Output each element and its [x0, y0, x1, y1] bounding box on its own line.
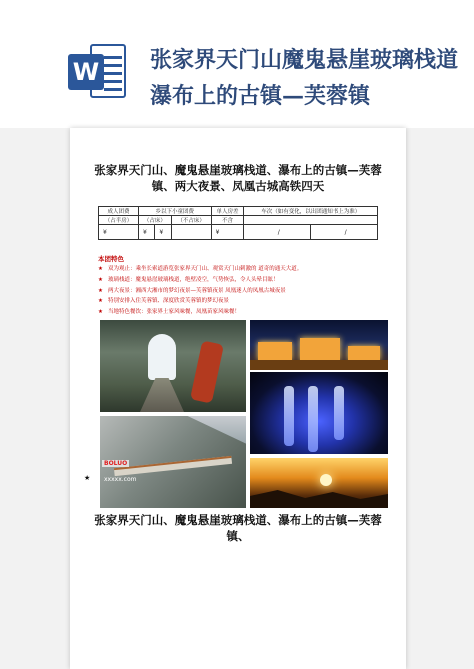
- single-room-value: ¥: [211, 225, 244, 240]
- sunset-photo: [250, 458, 388, 508]
- train-value-a: /: [244, 225, 311, 240]
- star-icon: ★: [98, 298, 103, 305]
- word-badge: W: [68, 54, 104, 90]
- train-value-b: /: [311, 225, 378, 240]
- child-nobed-header: （不占床）: [171, 216, 211, 225]
- child-bed-value: ¥: [138, 225, 154, 240]
- single-room-sub: 不含: [211, 216, 244, 225]
- child-fee-header: 乡以下小童团费: [138, 207, 211, 216]
- night-town-photo: [250, 320, 388, 370]
- waterfall-night-photo: [250, 372, 388, 454]
- features-section: [98, 254, 388, 318]
- page-heading: 张家界天门山、魔鬼悬崖玻璃栈道、瀑布上的古镇—芙蓉镇、两大夜景、凤凰古城高铁四天: [94, 163, 382, 193]
- feature-item: ★ 两大夜景：湘西大湘市的梦幻夜景—芙蓉镇夜景 凤凰迷人的凤凰古城夜景: [98, 287, 286, 294]
- photo-watermark: xxxxx.com: [104, 476, 137, 483]
- star-icon: ★: [98, 276, 103, 283]
- photo-logo: BOLUO: [104, 460, 128, 467]
- feature-item: ★ 玻璃栈道：魔鬼悬崖玻璃栈道，绝壁凌空，气势恢弘，令人头晕目眩！: [98, 276, 279, 283]
- star-icon: ★: [84, 474, 91, 482]
- train-sub: [244, 216, 378, 225]
- star-icon: ★: [98, 309, 103, 316]
- star-icon: ★: [98, 266, 103, 272]
- adult-fee-value: ¥: [99, 225, 139, 240]
- feature-item: ★ 当地特色餐饮：张家界土家风味餐，凤凰苗家风味餐！: [98, 309, 240, 316]
- features-title: 本团特色: [98, 255, 124, 263]
- feature-item: ★ 双为观止：乘坐长索道游览张家界天门山、观赏天门山刺激的 道奇的通天大道。: [98, 266, 303, 272]
- page-heading-repeat: 张家界天门山、魔鬼悬崖玻璃栈道、瀑布上的古镇—芙蓉镇、: [94, 513, 382, 543]
- train-header: 车次（如有变化，以出团通知书上为准）: [244, 207, 378, 216]
- price-table: [98, 206, 378, 240]
- feature-item: ★ 特别安排入住芙蓉镇、深度欣赏芙蓉镇的梦幻夜景: [98, 298, 229, 305]
- tianmen-cave-photo: [100, 320, 246, 412]
- document-page: [70, 128, 406, 669]
- adult-fee-sub: （占半房）: [99, 216, 139, 225]
- word-icon: [68, 40, 128, 102]
- star-icon: ★: [98, 287, 103, 294]
- single-room-header: 单人房差: [211, 207, 244, 216]
- child-bed-header: （占床）: [138, 216, 171, 225]
- glass-walkway-photo: [100, 416, 246, 508]
- document-header: [0, 0, 474, 128]
- adult-fee-header: 成人团费: [99, 207, 139, 216]
- empty-cell: [171, 225, 211, 240]
- child-nobed-value: ¥: [155, 225, 171, 240]
- document-title: 张家界天门山魔鬼悬崖玻璃栈道瀑布上的古镇—芙蓉镇: [150, 47, 459, 109]
